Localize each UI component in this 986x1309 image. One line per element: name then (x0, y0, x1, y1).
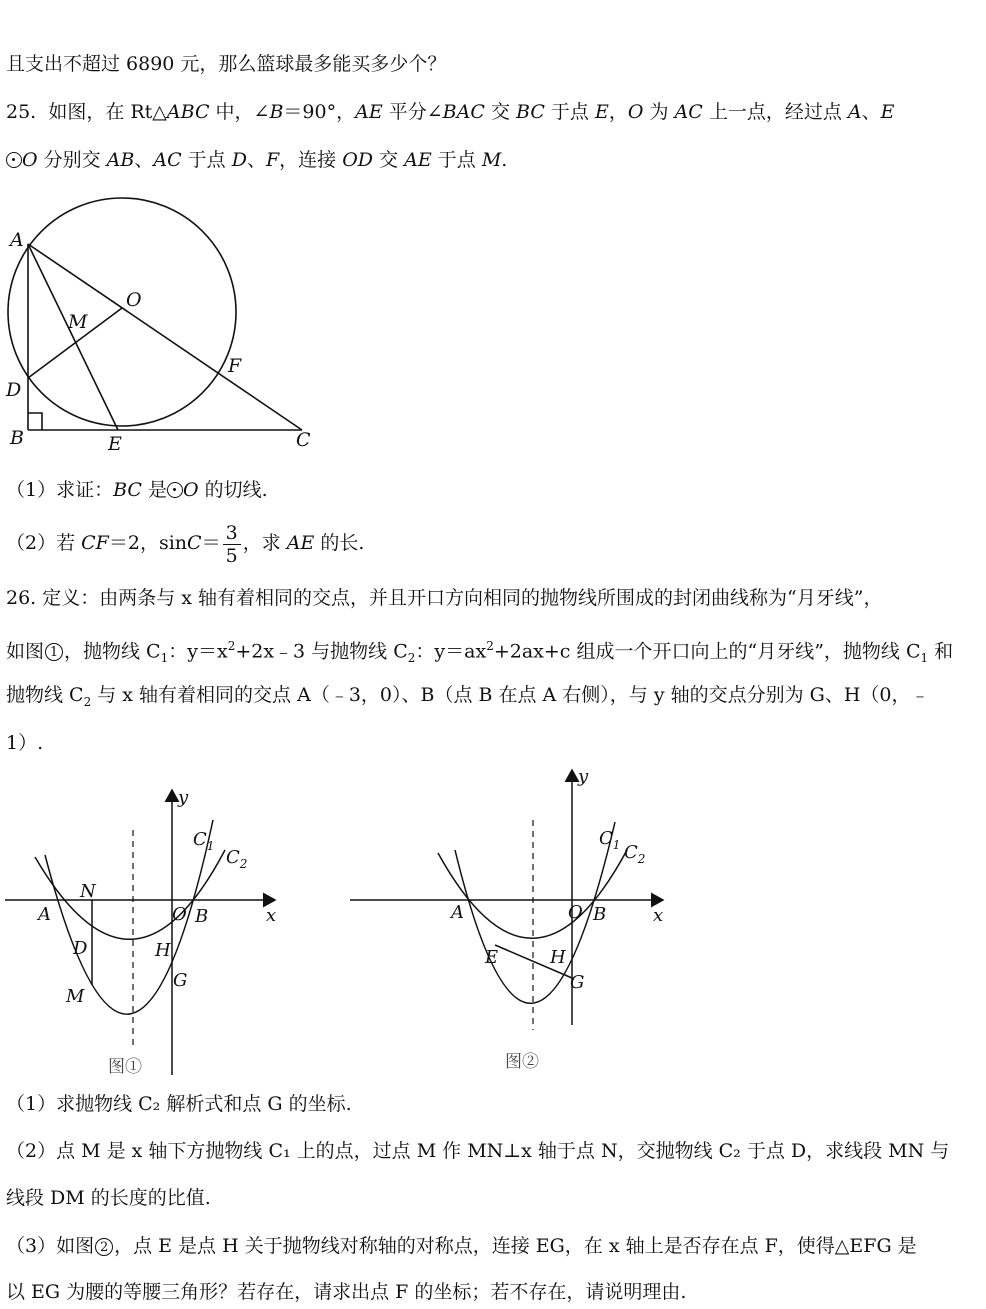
q26-figure-2 (345, 760, 675, 1060)
label-x: x (266, 905, 277, 926)
fraction-three-fifths: $\frac{3}{5}$ (223, 522, 241, 567)
q26-sub2-line2: 线段 DM 的长度的比值. (6, 1187, 211, 1209)
label-c2: $C_2$ (226, 847, 248, 871)
label-o: O (568, 902, 583, 923)
circle-o (8, 198, 236, 426)
circle-dot-icon (6, 152, 22, 168)
label-o: O (172, 904, 187, 925)
label-d: D (73, 938, 88, 959)
label-c1: $C_1$ (599, 828, 621, 852)
label-b: B (195, 906, 209, 927)
q25-sub2: （2）若 CF＝2，sinC＝ $\frac{3}{5}$ ，求 AE 的长. (6, 521, 365, 567)
q25-sub1: （1）求证：BC 是 O 的切线. (6, 479, 268, 501)
q26-figure-1 (0, 775, 300, 1085)
label-e: E (108, 433, 122, 455)
label-b: B (593, 904, 607, 925)
label-f: F (228, 355, 242, 377)
label-o: O (126, 289, 142, 311)
label-e: E (485, 947, 499, 968)
q25-geometry-figure (0, 190, 330, 460)
q26-sub3-line1: （3）如图 2 ，点 E 是点 H 关于抛物线对称轴的对称点，连接 EG，在 x 轴上是否存在点 F，使得△EFG 是 (6, 1235, 917, 1257)
q25-intro-line2: O 分别交 AB、AC 于点 D、F，连接 OD 交 AE 于点 M. (6, 146, 507, 174)
q26-sub1: （1）求抛物线 C₂ 解析式和点 G 的坐标. (6, 1093, 352, 1115)
label-y: y (578, 766, 589, 787)
label-y: y (178, 787, 189, 808)
q26-sub2-line1: （2）点 M 是 x 轴下方抛物线 C₁ 上的点，过点 M 作 MN⊥x 轴于点 N，交抛物线 C₂ 于点 D，求线段 MN 与 (6, 1140, 950, 1162)
circled-number-icon: 2 (95, 1238, 113, 1256)
parabola-c1 (455, 822, 615, 1003)
q26-line4: 1）. (6, 732, 44, 754)
label-g: G (173, 970, 188, 991)
q26-sub3-line2: 以 EG 为腰的等腰三角形？若存在，请求出点 F 的坐标；若不存在，请说明理由. (6, 1281, 687, 1303)
q26-line3: 抛物线 $C_2$ 与 x 轴有着相同的交点 A（﹣3，0）、B（点 B 在点 A 右侧），与 y 轴的交点分别为 G、H（0，﹣ (6, 684, 930, 709)
q26-line1: 26. 定义：由两条与 x 轴有着相同的交点，并且开口方向相同的抛物线所围成的封闭曲线称为“月牙线”， (6, 587, 883, 609)
label-b: B (10, 427, 24, 449)
label-c2: $C_2$ (624, 842, 646, 866)
label-c: C (296, 429, 311, 451)
label-a: A (10, 229, 24, 251)
segment-ac (28, 244, 302, 430)
label-n: N (80, 881, 96, 902)
label-m: M (66, 986, 85, 1007)
label-a: A (38, 904, 51, 925)
label-h: H (550, 947, 566, 968)
q26-line2: 如图 1 ，抛物线 $C_1$：$y=x^2+2x﹣3$ 与抛物线 $C_2$：$y=ax^2+2ax+c$ 组成一个开口向上的“月牙线”，抛物线 $C_1$ 和 (6, 639, 954, 666)
label-g: G (570, 972, 585, 993)
figure-2-caption: 图② (505, 1052, 539, 1072)
figure-1-caption: 图① (108, 1057, 142, 1077)
circle-dot-icon (167, 482, 183, 498)
q24-tail-text: 且支出不超过 6890 元，那么篮球最多能买多少个？ (6, 53, 447, 75)
circled-number-icon: 1 (45, 643, 63, 661)
label-c1: $C_1$ (193, 829, 215, 853)
label-h: H (155, 940, 171, 961)
label-x: x (653, 905, 664, 926)
q25-intro: 25. 如图，在 Rt△ABC 中，∠B＝90°，AE 平分∠BAC 交 BC 于点 E，O 为 AC 上一点，经过点 A、E (6, 101, 895, 123)
segment-ae (28, 244, 118, 430)
label-a: A (451, 902, 464, 923)
right-angle-mark (28, 413, 42, 430)
label-d: D (6, 379, 22, 401)
label-m: M (68, 311, 88, 333)
